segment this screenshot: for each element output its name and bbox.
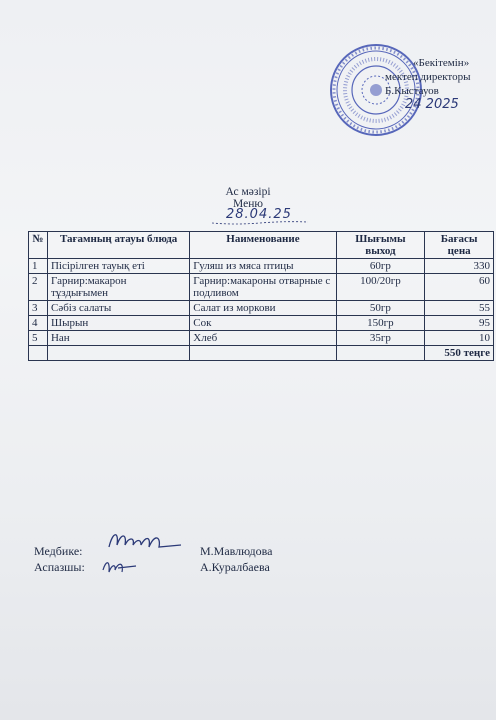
- row-number: 5: [29, 331, 48, 346]
- table-row: [29, 259, 494, 274]
- row-dish-kz: Нан: [47, 331, 189, 346]
- row-price: 60: [425, 274, 494, 301]
- cook-signature-icon: [100, 556, 140, 578]
- table-row: [29, 331, 494, 346]
- row-number: 3: [29, 301, 48, 316]
- menu-date: 28.04.25: [226, 207, 292, 222]
- row-dish-ru: Гарнир:макароны отварные с подливом: [190, 274, 336, 301]
- row-dish-ru: Салат из моркови: [190, 301, 336, 316]
- row-dish-kz: Пісірілген тауық еті: [47, 259, 189, 274]
- row-dish-ru: Хлеб: [190, 331, 336, 346]
- table-header-row: [29, 232, 494, 259]
- row-price: 95: [425, 316, 494, 331]
- menu-title-kz: Ас мәзірі: [225, 186, 271, 198]
- row-dish-kz: Гарнир:макарон тұздығымен: [47, 274, 189, 301]
- total-amount: 550 теңге: [425, 346, 494, 361]
- row-output: 100/20гр: [336, 274, 425, 301]
- table-row: [29, 274, 494, 301]
- approval-position: мектеп директоры: [385, 71, 471, 83]
- row-price: 330: [425, 259, 494, 274]
- table-row: [29, 316, 494, 331]
- row-price: 10: [425, 331, 494, 346]
- approval-date: 24 2025: [405, 97, 459, 112]
- row-output: 60гр: [336, 259, 425, 274]
- menu-title-ru: Меню: [233, 198, 263, 210]
- header-dish-kz: Тағамның атауы блюда: [47, 232, 189, 259]
- row-output: 35гр: [336, 331, 425, 346]
- row-output: 150гр: [336, 316, 425, 331]
- row-dish-ru: Сок: [190, 316, 336, 331]
- nurse-name: М.Мавлюдова: [200, 544, 273, 558]
- header-output: Шығымы выход: [336, 232, 425, 259]
- header-number: №: [29, 232, 48, 259]
- nurse-label: Медбике:: [34, 544, 83, 558]
- cook-label: Аспазшы:: [34, 560, 85, 574]
- cook-name: А.Куралбаева: [200, 560, 270, 574]
- row-number: 1: [29, 259, 48, 274]
- approval-director-name: Б.Кыстауов: [385, 85, 439, 97]
- row-dish-kz: Сәбіз салаты: [47, 301, 189, 316]
- row-dish-kz: Шырын: [47, 316, 189, 331]
- row-price: 55: [425, 301, 494, 316]
- menu-table: [28, 231, 494, 361]
- header-price: Бағасы цена: [425, 232, 494, 259]
- row-output: 50гр: [336, 301, 425, 316]
- row-number: 2: [29, 274, 48, 301]
- header-dish-ru: Наименование: [190, 232, 336, 259]
- nurse-signature-icon: [105, 527, 185, 555]
- approval-heading: «Бекітемін»: [413, 57, 470, 69]
- table-total-row: [29, 346, 494, 361]
- approval-block: [385, 56, 495, 112]
- row-dish-ru: Гуляш из мяса птицы: [190, 259, 336, 274]
- row-number: 4: [29, 316, 48, 331]
- table-row: [29, 301, 494, 316]
